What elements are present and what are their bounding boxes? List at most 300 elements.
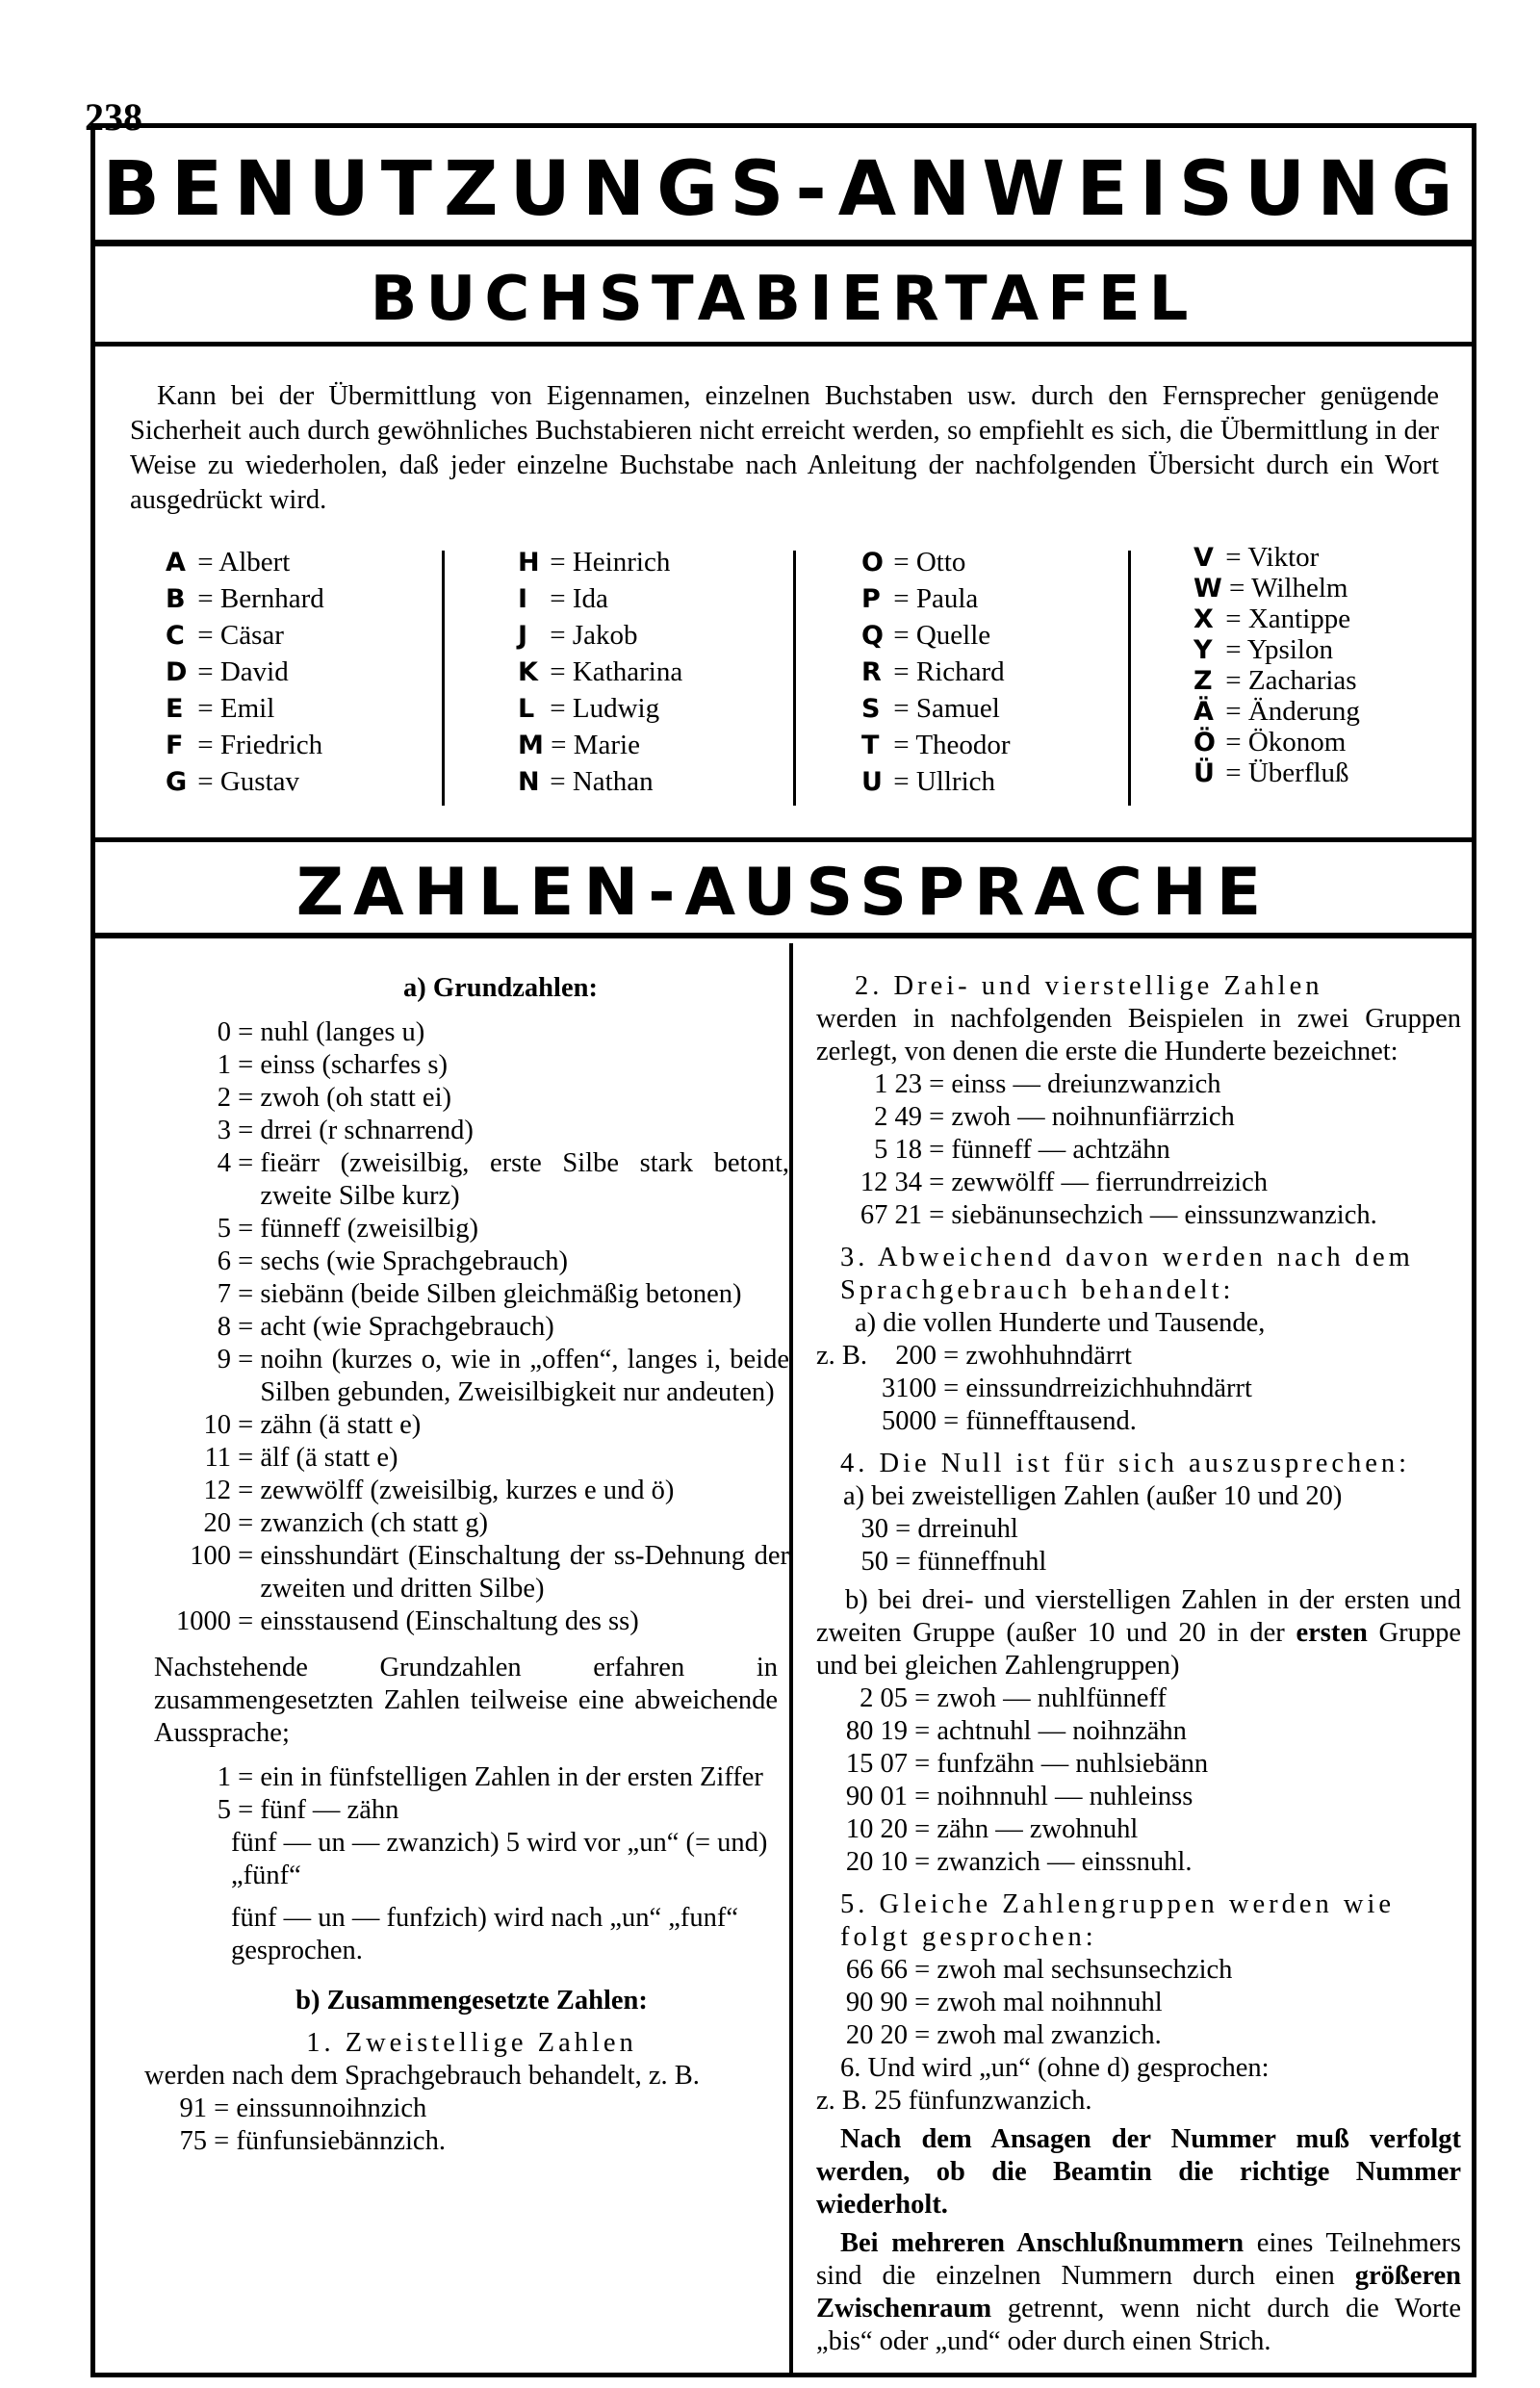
spelling-letter: K [518,657,538,687]
spelling-letter: J [518,621,528,651]
equals-sign: = [886,766,916,797]
number-label: 1 23 [874,1069,922,1099]
spelling-word: Zacharias [1247,665,1357,696]
spelling-row [861,727,1011,763]
spelling-row [861,617,1011,654]
spelling-letter: Z [1194,666,1213,696]
p2-bold-1: Bei mehreren Anschlußnummern [840,2228,1245,2258]
pronunciation-text: zwoh mal noihnnuhl [937,1988,1163,2017]
pronunciation-text: einsstausend (Einschaltung des ss) [260,1606,639,1636]
s2-text: werden in nachfolgenden Beispielen in zwei Gruppen zerlegt, von denen die erste die Hunderte bezeichnet: [816,1004,1461,1066]
equals-sign: = [922,1069,952,1099]
equals-sign: = [231,1345,261,1374]
pronunciation-text: siebänn (beide Silben gleichmäßig betonen) [260,1279,742,1309]
pronunciation-text: zwoh mal sechsunsechzich [937,1955,1233,1985]
equals-sign: = [908,1683,937,1713]
pronunciation-text: nuhl (langes u) [260,1017,425,1047]
example-row [154,2125,789,2158]
spelling-word: Marie [573,730,640,760]
number-label: 7 [217,1279,231,1309]
s2-title: 2. Drei- und vierstellige Zahlen [855,971,1323,1001]
equals-sign: = [543,730,574,760]
equals-sign: = [231,1541,261,1571]
special-text-2: fünf — un — funfzich) wird nach „un“ „funf“ gesprochen. [231,1903,739,1965]
spelling-row [166,763,324,800]
spelling-row [166,617,324,654]
spelling-letter: C [166,621,185,651]
pronunciation-text: funfzähn — nuhlsiebänn [937,1749,1209,1779]
equals-sign: = [543,583,573,614]
equals-sign: = [1219,727,1248,757]
left-column [144,972,789,2158]
number-label: 91 [179,2093,207,2123]
grundzahl-row [154,1245,789,1278]
grundzahl-row [154,1049,789,1082]
example-row [845,2019,1461,2052]
spelling-word: Änderung [1247,696,1360,727]
equals-sign: = [937,1374,966,1403]
spelling-word: Albert [218,547,291,578]
spelling-letter: T [861,731,880,760]
pronunciation-text: ein in fünfstelligen Zahlen in der ersten Ziffer [260,1762,763,1792]
right-column [816,970,1461,2358]
number-label: 90 90 [845,1988,908,2017]
number-label: 20 [203,1508,231,1538]
spelling-letter: H [518,548,540,578]
spelling-row [1194,757,1360,788]
equals-sign: = [937,1406,966,1436]
spelling-word: Jakob [572,620,638,651]
equals-sign: = [191,583,220,614]
intro-text: Kann bei der Übermittlung von Eigennamen, einzelnen Buchstaben usw. durch den Fernsprecher genügende Sicherheit auch durch gewöhnliches Buchstabieren nicht erreicht werden, so empfiehlt es sich, die Übermittlung in der Weise zu wiederholen, daß jeder einzelne Buchstabe nach Anleitung der nachfolgenden Übersicht durch ein Wort ausgedrückt wird. [130,381,1439,515]
spelling-letter: P [861,584,881,614]
spelling-row [1194,696,1360,727]
equals-sign: = [231,1050,261,1080]
equals-sign: = [886,693,916,724]
pronunciation-text: drrei (r schnarrend) [260,1116,474,1145]
spelling-row [166,654,324,690]
column-divider [442,551,445,806]
number-label: 5000 [882,1406,937,1436]
number-label: 75 [179,2126,207,2156]
equals-sign: = [1219,757,1248,788]
equals-sign: = [908,1988,937,2017]
number-label: 50 [860,1547,888,1577]
spelling-letter: R [861,657,882,687]
spelling-word: Xantippe [1247,603,1351,634]
pronunciation-text: zwoh mal zwanzich. [937,2020,1162,2050]
pronunciation-text: zewwölff — fierrundrreizich [951,1168,1268,1197]
number-label: 10 20 [845,1814,908,1844]
equals-sign: = [922,1200,952,1230]
pronunciation-text: drreinuhl [917,1514,1018,1544]
spelling-letter: G [166,767,188,797]
spelling-letter: Ä [1194,697,1214,727]
pronunciation-text: einssunnoihnzich [236,2093,427,2123]
spelling-letter: Ü [1194,758,1215,788]
spelling-row [518,617,682,654]
spelling-word: Quelle [915,620,991,651]
spelling-row [166,580,324,617]
spelling-word: Viktor [1247,542,1320,573]
spelling-word: David [219,656,289,687]
grundzahl-row [154,1278,789,1311]
equals-sign: = [231,1083,261,1113]
spelling-letter: L [518,694,535,724]
spelling-word: Gustav [219,766,300,797]
s4-b-post: Gruppe und bei gleichen Zahlengruppen) [816,1618,1462,1681]
equals-sign: = [231,1148,261,1178]
grundzahl-row [154,1475,789,1507]
number-label: 1000 [176,1606,231,1636]
equals-sign: = [908,1814,937,1844]
s4-b-examples [816,1682,1461,1879]
number-label: 0 [217,1017,231,1047]
spelling-row [1194,573,1360,603]
pronunciation-text: fünnefftausend. [965,1406,1137,1436]
equals-sign: = [191,656,220,687]
s3-text: a) die vollen Hunderte und Tausende, [855,1308,1266,1338]
s4-a-examples [816,1513,1461,1579]
equals-sign: = [886,547,916,578]
example-row [845,1682,1461,1715]
grundzahl-row [154,1115,789,1147]
number-label: 200 [895,1341,937,1371]
spelling-letter: S [861,694,881,724]
spelling-word: Samuel [915,693,1000,724]
equals-sign: = [231,1443,261,1473]
equals-sign: = [1219,603,1248,634]
p2-text-2: getrennt, wenn nicht durch die Worte „bis“ oder „und“ oder durch einen Strich. [816,2294,1461,2356]
spelling-row [518,763,682,800]
note-multiple-numbers [816,2227,1461,2358]
pronunciation-text: zwohhuhndärrt [965,1341,1132,1371]
pronunciation-text: fünneff — achtzähn [951,1135,1170,1165]
example-row [855,1101,1461,1134]
example-row [845,1987,1461,2019]
equals-sign: = [543,547,573,578]
pronunciation-text: zwoh (oh statt ei) [260,1083,451,1113]
pronunciation-text: fünfunsiebännzich. [236,2126,446,2156]
spelling-word: Wilhelm [1251,573,1348,603]
number-label: 5 [217,1795,231,1825]
equals-sign: = [1219,542,1248,573]
number-label: 20 10 [845,1847,908,1877]
spelling-word: Friedrich [219,730,323,760]
pronunciation-text: einssundrreizichhuhndärrt [965,1374,1252,1403]
s6-example: z. B. 25 fünfunzwanzich. [816,2086,1092,2116]
number-label: 2 05 [860,1683,908,1713]
grundzahl-row [154,1605,789,1638]
page-title: BENUTZUNGS-ANWEISUNG [90,133,1476,246]
equals-sign: = [231,1606,261,1636]
equals-sign: = [191,730,220,760]
example-row [816,1340,1461,1373]
pronunciation-text: einss — dreiunzwanzich [951,1069,1221,1099]
example-row [816,1373,1461,1405]
example-row [855,1068,1461,1101]
equals-sign: = [1221,573,1252,603]
equals-sign: = [908,1847,937,1877]
spelling-word: Emil [219,693,275,724]
equals-sign: = [207,2093,237,2123]
number-label: 80 19 [845,1716,908,1746]
equals-sign: = [543,656,573,687]
s5-title: 5. Gleiche Zahlengruppen werden wie folgt gesprochen: [840,1889,1396,1952]
example-row [845,1846,1461,1879]
intro-paragraph [130,379,1439,518]
b1-title: 1. Zweistellige Zahlen [306,2028,637,2058]
number-label: 4 [217,1148,231,1178]
special-text-1: fünf — un — zwanzich) 5 wird vor „un“ (= und) „fünf“ [231,1828,768,1890]
equals-sign: = [922,1168,952,1197]
column-separator [789,943,793,2377]
s4-b-bold: ersten [1296,1618,1368,1648]
spelling-letter: W [1194,574,1222,603]
b1-text: werden nach dem Sprachgebrauch behandelt, z. B. [144,2061,700,2091]
equals-sign: = [231,1279,261,1309]
spelling-row [518,654,682,690]
s3-title: 3. Abweichend davon werden nach dem Sprachgebrauch behandelt: [840,1243,1414,1305]
equals-sign: = [207,2126,237,2156]
example-row [855,1167,1461,1199]
pronunciation-text: fünneffnuhl [917,1547,1047,1577]
number-label: 66 66 [845,1955,908,1985]
example-prefix: z. B. [816,1341,868,1371]
spelling-word: Bernhard [219,583,324,614]
number-label: 3 [217,1116,231,1145]
pronunciation-text: zwanzich (ch statt g) [260,1508,488,1538]
spelling-column [861,544,1011,800]
spelling-column [166,544,324,800]
pronunciation-text: fieärr (zweisilbig, erste Silbe stark betont, zweite Silbe kurz) [260,1148,789,1211]
spelling-letter: Q [861,621,884,651]
pronunciation-text: zähn (ä statt e) [260,1410,422,1440]
spelling-row [518,544,682,580]
heading-zusammengesetzte: b) Zusammengesetzte Zahlen: [295,1986,648,2016]
spelling-letter: Ö [1194,728,1216,757]
example-row [154,2093,789,2125]
grundzahlen-list [154,1016,789,1638]
number-label: 12 34 [860,1168,922,1197]
spelling-row [166,727,324,763]
special-list [154,1761,789,1827]
spelling-word: Heinrich [572,547,671,578]
spelling-row [518,727,682,763]
number-label: 9 [217,1345,231,1374]
pronunciation-text: fünneff (zweisilbig) [260,1214,478,1244]
pronunciation-text: fünf — zähn [260,1795,399,1825]
pronunciation-text: acht (wie Sprachgebrauch) [260,1312,554,1342]
example-prefix [816,1405,869,1438]
pronunciation-text: sechs (wie Sprachgebrauch) [260,1246,569,1276]
spelling-row [1194,665,1360,696]
number-label: 11 [204,1443,231,1473]
equals-sign: = [886,730,916,760]
spelling-letter: B [166,584,186,614]
number-label: 20 20 [845,2020,908,2050]
equals-sign: = [231,1116,261,1145]
grundzahl-row [154,1082,789,1115]
spelling-word: Ida [572,583,608,614]
equals-sign: = [231,1246,261,1276]
equals-sign: = [191,766,220,797]
s4-a: a) bei zweistelligen Zahlen (außer 10 und 20) [843,1481,1343,1511]
equals-sign: = [922,1102,952,1132]
column-divider [1128,551,1131,806]
spelling-word: Richard [915,656,1005,687]
spelling-letter: F [166,731,184,760]
number-label: 5 18 [874,1135,922,1165]
spelling-row [518,690,682,727]
number-label: 10 [203,1410,231,1440]
spelling-word: Überfluß [1247,757,1349,788]
number-label: 8 [217,1312,231,1342]
spelling-row [861,544,1011,580]
pronunciation-text: zwanzich — einssnuhl. [937,1847,1193,1877]
number-label: 90 01 [845,1782,908,1811]
equals-sign: = [886,583,916,614]
spelling-letter: N [518,767,540,797]
equals-sign: = [1219,696,1248,727]
special-row [154,1761,789,1794]
spelling-letter: M [518,731,544,760]
grundzahl-row [154,1507,789,1540]
number-label: 5 [217,1214,231,1244]
equals-sign: = [543,693,573,724]
note-verification: Nach dem Ansagen der Nummer muß verfolgt werden, ob die Beamtin die richtige Nummer wiederholt. [816,2124,1461,2220]
example-row [845,1546,1461,1579]
pronunciation-text: noihn (kurzes o, wie in „offen“, langes i, beide Silben gebunden, Zweisilbigkeit nur andeuten) [260,1345,789,1407]
equals-sign: = [543,620,573,651]
equals-sign: = [191,693,220,724]
equals-sign: = [886,620,916,651]
grundzahl-row [154,1147,789,1213]
equals-sign: = [908,1716,937,1746]
spelling-column [1194,542,1360,788]
grundzahl-row [154,1213,789,1245]
section-title-numbers: ZAHLEN-AUSSPRACHE [90,837,1476,938]
pronunciation-text: zähn — zwohnuhl [937,1814,1139,1844]
pronunciation-text: zewwölff (zweisilbig, kurzes e und ö) [260,1476,675,1505]
column-divider [793,551,796,806]
spelling-row [1194,634,1360,665]
equals-sign: = [1219,634,1247,665]
p2-text-1: eines Teilnehmers sind die einzelnen Nummern durch einen [816,2228,1462,2291]
number-label: 3100 [882,1374,937,1403]
equals-sign: = [191,547,219,578]
equals-sign: = [231,1476,261,1505]
equals-sign: = [231,1214,261,1244]
example-row [845,1954,1461,1987]
number-label: 1 [217,1762,231,1792]
s4-title: 4. Die Null ist für sich auszusprechen: [840,1449,1411,1478]
spelling-letter: D [166,657,188,687]
spelling-row [518,580,682,617]
pronunciation-text: noihnnuhl — nuhleinss [937,1782,1194,1811]
pronunciation-text: einsshundärt (Einschaltung der ss-Dehnung der zweiten und dritten Silbe) [260,1541,789,1604]
pronunciation-text: zwoh — nuhlfünneff [937,1683,1167,1713]
equals-sign: = [908,1782,937,1811]
number-label: 67 21 [860,1200,922,1230]
spelling-letter: X [1194,604,1214,634]
spelling-word: Ypsilon [1246,634,1333,665]
spelling-letter: I [518,584,528,614]
special-row [154,1794,789,1827]
s4-b-pre: b) bei drei- und vierstelligen Zahlen in der ersten und zweiten Gruppe (außer 10 und 20 in der [816,1585,1461,1648]
equals-sign: = [231,1508,261,1538]
equals-sign: = [231,1795,261,1825]
equals-sign: = [543,766,573,797]
section-title-spelling: BUCHSTABIERTAFEL [90,252,1476,347]
grundzahl-row [154,1409,789,1442]
number-label: 100 [190,1541,231,1571]
spelling-letter: V [1194,543,1214,573]
number-label: 6 [217,1246,231,1276]
grundzahl-row [154,1442,789,1475]
spelling-word: Ludwig [572,693,660,724]
equals-sign: = [908,1955,937,1985]
example-row [845,1813,1461,1846]
example-prefix [816,1373,869,1405]
number-label: 12 [203,1476,231,1505]
example-row [845,1715,1461,1748]
spelling-letter: E [166,694,184,724]
grundzahl-row [154,1311,789,1344]
spelling-word: Cäsar [219,620,284,651]
grundzahl-row [154,1344,789,1409]
equals-sign: = [231,1762,261,1792]
grundzahl-row [154,1540,789,1605]
pronunciation-text: einss (scharfes s) [260,1050,449,1080]
pronunciation-text: siebänunsechzich — einssunzwanzich. [951,1200,1377,1230]
page-number: 238 [85,95,142,139]
equals-sign: = [231,1312,261,1342]
spelling-word: Ullrich [915,766,996,797]
equals-sign: = [231,1017,261,1047]
number-label: 2 [217,1083,231,1113]
equals-sign: = [231,1410,261,1440]
example-row [845,1513,1461,1546]
spelling-row [1194,603,1360,634]
s5-examples [816,1954,1461,2052]
number-label: 2 49 [874,1102,922,1132]
spelling-letter: A [166,548,186,578]
spelling-word: Theodor [915,730,1011,760]
equals-sign: = [908,2020,937,2050]
equals-sign: = [908,1749,937,1779]
spelling-row [861,763,1011,800]
s6-title: 6. Und wird „un“ (ohne d) gesprochen: [840,2053,1270,2083]
pronunciation-text: zwoh — noihnunfiärrzich [951,1102,1235,1132]
p2-bold-2: größeren Zwischenraum [816,2261,1462,2324]
spelling-row [861,690,1011,727]
pronunciation-text: älf (ä statt e) [260,1443,398,1473]
s2-examples [816,1068,1461,1232]
spelling-column [518,544,682,800]
spelling-word: Ökonom [1247,727,1347,757]
spelling-row [861,654,1011,690]
number-label: 15 07 [845,1749,908,1779]
spelling-row [166,544,324,580]
spelling-row [1194,727,1360,757]
example-row [845,1781,1461,1813]
spelling-word: Paula [915,583,979,614]
note-paragraph: Nachstehende Grundzahlen erfahren in zusammengesetzten Zahlen teilweise eine abweichende Aussprache; [154,1653,778,1748]
equals-sign: = [888,1547,918,1577]
equals-sign: = [888,1514,918,1544]
equals-sign: = [1219,665,1248,696]
